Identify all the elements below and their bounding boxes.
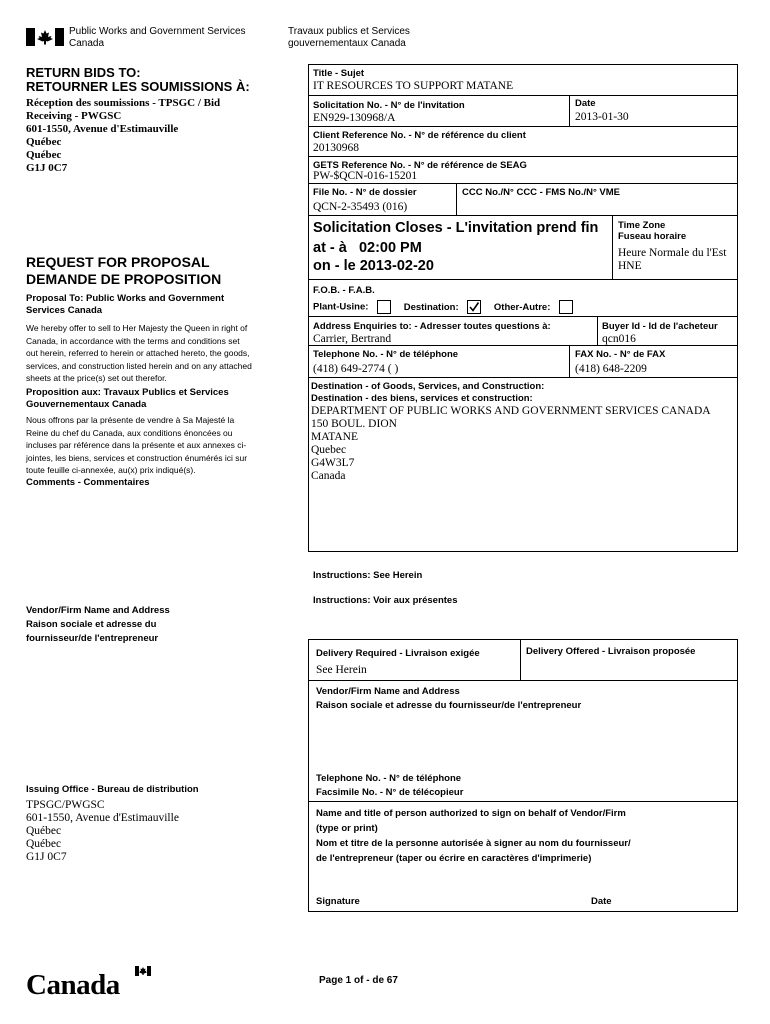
plant-usine-checkbox[interactable] bbox=[377, 300, 391, 314]
return-bids-title: RETURN BIDS TO: RETOURNER LES SOUMISSIONS À: bbox=[26, 65, 250, 94]
destination-checkbox[interactable] bbox=[467, 300, 481, 314]
proposal-to-heading: Proposal To: Public Works and Government Services Canada bbox=[26, 293, 225, 316]
proposition-aux-heading: Proposition aux: Travaux Publics et Services Gouvernementaux Canada bbox=[26, 387, 229, 410]
fax-value: (418) 648-2209 bbox=[575, 363, 647, 375]
telephone-value: (418) 649-2774 ( ) bbox=[313, 363, 399, 375]
vendor-facsimile-label: Facsimile No. - N° de télécopieur bbox=[316, 787, 464, 798]
return-bids-address: Réception des soumissions - TPSGC / Bid Receiving - PWGSC 601-1550, Avenue d'Estimauville Québec Québec G1J 0C7 bbox=[26, 97, 221, 174]
closing-time: at - à 02:00 PM bbox=[313, 240, 422, 256]
proposal-to-section bbox=[26, 293, 252, 385]
telephone-label: Telephone No. - N° de téléphone bbox=[313, 349, 459, 360]
vendor-telephone-label: Telephone No. - N° de téléphone bbox=[316, 773, 462, 784]
proposition-aux-body: Nous offrons par la présente de vendre à Sa Majesté la Reine du chef du Canada, aux conditions énoncées ou incluses par référence dans la présente et aux annexes ci-jointes, les biens, services et construction énumérés ici sur toute feuille ci-annexée, au(x) prix indiqué(s). bbox=[26, 415, 248, 476]
vendor-left-label: Vendor/Firm Name and Address Raison sociale et adresse du fournisseur/de l'entrepreneur bbox=[26, 605, 170, 644]
buyer-id-value: qcn016 bbox=[602, 333, 636, 345]
address-enquiries-label: Address Enquiries to: - Adresser toutes questions à: bbox=[313, 321, 551, 332]
department-name-en: Public Works and Government Services Canada bbox=[69, 26, 246, 49]
gets-ref-label: GETS Reference No. - N° de référence de SEAG bbox=[313, 160, 527, 171]
solicitation-value: EN929-130968/A bbox=[313, 112, 396, 124]
instructions-fr: Instructions: Voir aux présentes bbox=[313, 595, 458, 606]
authorized-person-label: Name and title of person authorized to sign on behalf of Vendor/Firm (type or print) Nom et titre de la personne autorisée à signer au nom du fournisseur/ de l'entrepreneur (taper ou écrire en caractères d'imprimerie) bbox=[316, 808, 631, 864]
date-value: 2013-01-30 bbox=[575, 111, 629, 123]
closing-date: on - le 2013-02-20 bbox=[313, 258, 434, 274]
title-value: IT RESOURCES TO SUPPORT MATANE bbox=[313, 80, 514, 92]
fob-label: F.O.B. - F.A.B. bbox=[313, 285, 375, 296]
instructions-en: Instructions: See Herein bbox=[313, 570, 423, 581]
delivery-offered-label: Delivery Offered - Livraison proposée bbox=[526, 646, 696, 657]
other-autre-checkbox[interactable] bbox=[559, 300, 573, 314]
checkmark-icon bbox=[468, 301, 480, 313]
destination-address: DEPARTMENT OF PUBLIC WORKS AND GOVERNMENT SERVICES CANADA 150 BOUL. DION MATANE Quebec G4W3L7 Canada bbox=[311, 405, 711, 482]
client-ref-value: 20130968 bbox=[313, 142, 359, 154]
canada-flag-icon bbox=[26, 28, 64, 46]
destination-label: Destination - of Goods, Services, and Construction: Destination - des biens, services et construction: bbox=[311, 381, 545, 404]
signature-label: Signature bbox=[316, 896, 360, 907]
solicitation-label: Solicitation No. - N° de l'invitation bbox=[313, 100, 465, 111]
file-no-label: File No. - N° de dossier bbox=[313, 187, 417, 198]
comments-label: Comments - Commentaires bbox=[26, 477, 150, 488]
delivery-required-label: Delivery Required - Livraison exigée bbox=[316, 648, 480, 659]
page-number: Page 1 of - de 67 bbox=[319, 975, 398, 986]
file-no-value: QCN-2-35493 (016) bbox=[313, 201, 408, 213]
gets-ref-value: PW-$QCN-016-15201 bbox=[313, 170, 418, 182]
fax-label: FAX No. - N° de FAX bbox=[575, 349, 666, 360]
delivery-required-value: See Herein bbox=[316, 664, 367, 676]
request-for-proposal-title: REQUEST FOR PROPOSAL DEMANDE DE PROPOSITION bbox=[26, 254, 222, 287]
ccc-no-label: CCC No./N° CCC - FMS No./N° VME bbox=[462, 187, 621, 198]
solicitation-closes-title: Solicitation Closes - L'invitation prend fin bbox=[313, 220, 599, 236]
proposal-to-body: We hereby offer to sell to Her Majesty the Queen in right of Canada, in accordance with the terms and conditions set out herein, referred to herein or attached hereto, the goods, services, and construction listed herein and on any attached sheets at the price(s) set out therefor. bbox=[26, 323, 252, 384]
fob-options: Plant-Usine: Destination: Other-Autre: bbox=[313, 300, 573, 314]
canada-wordmark bbox=[26, 966, 136, 1004]
buyer-id-label: Buyer Id - Id de l'acheteur bbox=[602, 321, 718, 332]
address-enquiries-value: Carrier, Bertrand bbox=[313, 333, 392, 345]
title-label: Title - Sujet bbox=[313, 68, 365, 79]
time-zone-label: Time Zone Fuseau horaire bbox=[618, 220, 687, 242]
client-ref-label: Client Reference No. - N° de référence du client bbox=[313, 130, 526, 141]
proposition-aux-section bbox=[26, 387, 252, 477]
department-name-fr: Travaux publics et Services gouvernementaux Canada bbox=[288, 26, 410, 49]
time-zone-value: Heure Normale du l'Est HNE bbox=[618, 247, 727, 272]
vendor-name-label: Vendor/Firm Name and Address Raison sociale et adresse du fournisseur/de l'entrepreneur bbox=[316, 686, 582, 711]
signature-date-label: Date bbox=[591, 896, 612, 907]
wordmark-flag-icon bbox=[135, 966, 151, 976]
date-label: Date bbox=[575, 98, 596, 109]
canada-wordmark-text: Canada bbox=[26, 969, 120, 1001]
issuing-office: Issuing Office - Bureau de distribution TPSGC/PWGSC 601-1550, Avenue d'Estimauville Québec Québec G1J 0C7 bbox=[26, 784, 199, 863]
